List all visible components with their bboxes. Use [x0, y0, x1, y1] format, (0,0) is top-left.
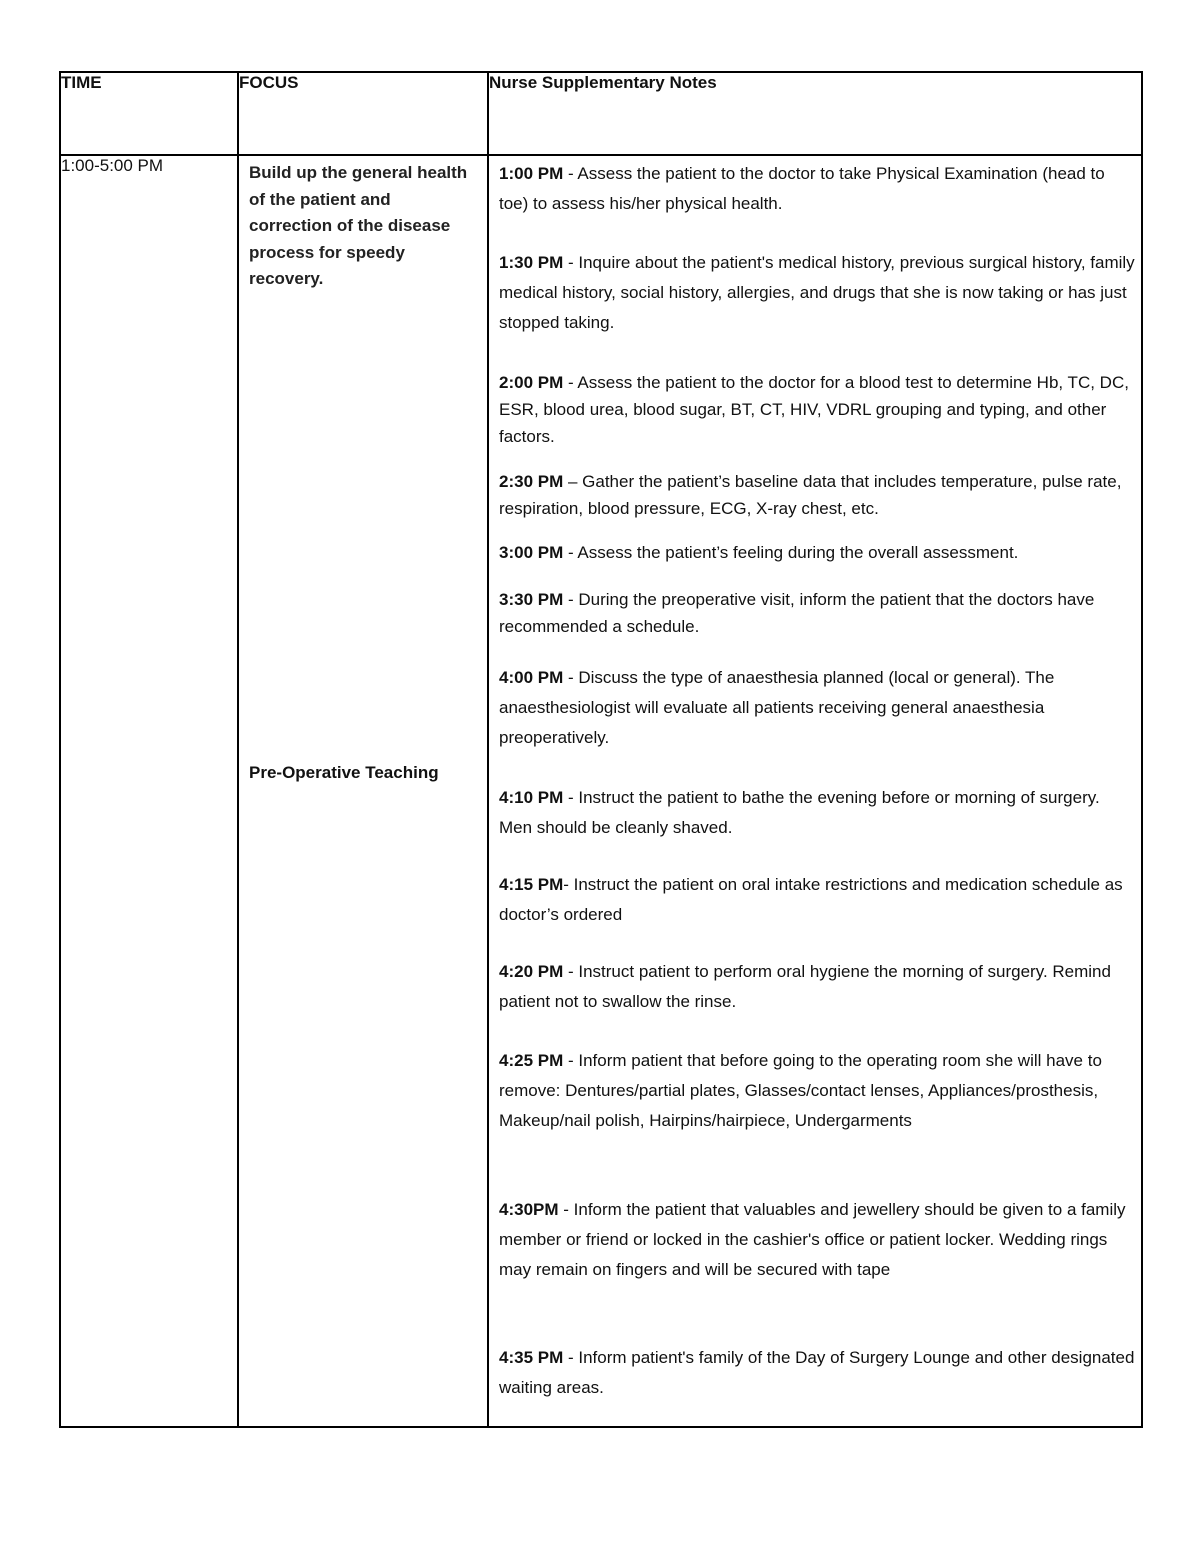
note-text: - During the preoperative visit, inform the patient that the doctors have recommended a schedule.	[499, 590, 1095, 636]
note-time: 4:25 PM	[499, 1051, 564, 1070]
note-text: - Discuss the type of anaesthesia planned (local or general). The anaesthesiologist will evaluate all patients receiving general anaesthesia preoperatively.	[499, 668, 1055, 747]
note-time: 2:30 PM	[499, 472, 564, 491]
note-item	[499, 663, 1135, 753]
time-cell: 1:00-5:00 PM	[60, 155, 238, 1427]
note-item	[499, 1343, 1135, 1403]
note-text: - Assess the patient’s feeling during the overall assessment.	[563, 543, 1019, 562]
table-header-row	[60, 72, 1142, 155]
note-text: - Inform patient that before going to the operating room she will have to remove: Dentures/partial plates, Glasses/contact lenses, Appliances/prosthesis, Makeup/nail polish, Hairpins/hairpiece, Undergarments	[499, 1051, 1102, 1130]
focus-primary: Build up the general health of the patient and correction of the disease process for speedy recovery.	[249, 163, 468, 288]
note-time: 2:00 PM	[499, 373, 564, 392]
focus-secondary: Pre-Operative Teaching	[249, 763, 439, 782]
note-item	[499, 468, 1135, 522]
note-item	[499, 870, 1135, 930]
note-item	[499, 957, 1135, 1017]
header-notes: Nurse Supplementary Notes	[488, 72, 1142, 155]
note-item	[499, 159, 1135, 219]
note-text: - Instruct the patient on oral intake restrictions and medication schedule as doctor’s ordered	[499, 875, 1123, 924]
note-text: - Inquire about the patient's medical history, previous surgical history, family medical history, social history, allergies, and drugs that she is now taking or has just stopped taking.	[499, 253, 1135, 332]
note-item	[499, 783, 1135, 843]
note-time: 4:30PM	[499, 1200, 559, 1219]
note-time: 4:15 PM	[499, 875, 564, 894]
note-text: - Inform the patient that valuables and jewellery should be given to a family member or friend or locked in the cashier's office or patient locker. Wedding rings may remain on fingers and will be secured with tape	[499, 1200, 1126, 1279]
note-text: - Assess the patient to the doctor for a blood test to determine Hb, TC, DC, ESR, blood urea, blood sugar, BT, CT, HIV, VDRL grouping and typing, and other factors.	[499, 373, 1129, 446]
note-time: 1:00 PM	[499, 164, 564, 183]
note-text: - Inform patient's family of the Day of Surgery Lounge and other designated waiting areas.	[499, 1348, 1135, 1397]
note-text: - Assess the patient to the doctor to take Physical Examination (head to toe) to assess his/her physical health.	[499, 164, 1105, 213]
header-focus: FOCUS	[238, 72, 488, 155]
note-item	[499, 539, 1135, 566]
note-text: - Instruct the patient to bathe the evening before or morning of surgery. Men should be cleanly shaved.	[499, 788, 1100, 837]
header-time: TIME	[60, 72, 238, 155]
note-time: 3:30 PM	[499, 590, 564, 609]
note-item	[499, 586, 1135, 640]
notes-cell	[488, 155, 1142, 1427]
focus-cell	[238, 155, 488, 1427]
note-time: 1:30 PM	[499, 253, 564, 272]
table-row	[60, 155, 1142, 1427]
care-plan-table	[59, 71, 1143, 1428]
note-text: – Gather the patient’s baseline data that includes temperature, pulse rate, respiration, blood pressure, ECG, X-ray chest, etc.	[499, 472, 1122, 518]
note-time: 4:20 PM	[499, 962, 564, 981]
note-time: 4:10 PM	[499, 788, 564, 807]
note-item	[499, 369, 1135, 450]
note-time: 4:35 PM	[499, 1348, 564, 1367]
note-text: - Instruct patient to perform oral hygiene the morning of surgery. Remind patient not to swallow the rinse.	[499, 962, 1111, 1011]
note-item	[499, 1195, 1135, 1285]
note-item	[499, 248, 1135, 338]
note-time: 4:00 PM	[499, 668, 564, 687]
note-item	[499, 1046, 1135, 1136]
note-time: 3:00 PM	[499, 543, 564, 562]
